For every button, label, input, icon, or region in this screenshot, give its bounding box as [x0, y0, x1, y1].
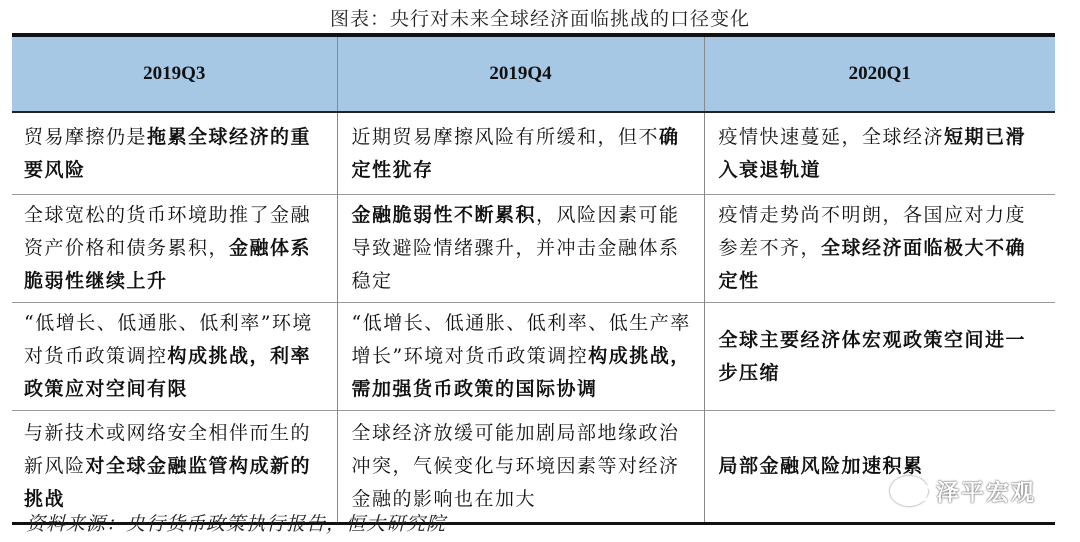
emphasis-text: 全球经济面临极大不确定性	[718, 237, 1027, 292]
table-cell-2020q1	[704, 195, 1055, 303]
column-header-2019q3: 2019Q3	[12, 35, 337, 112]
cell-text: 近期贸易摩擦风险有所缓和，但不	[351, 125, 660, 148]
emphasis-text: 局部金融风险加速积累	[718, 455, 924, 477]
table-cell-2019q3	[12, 112, 337, 195]
comparison-table	[12, 33, 1055, 525]
watermark	[890, 474, 1036, 507]
watermark-text: 泽平宏观	[936, 479, 1036, 506]
cell-text: 疫情走势尚不明朗，各国应对力度参差不齐，	[718, 204, 1027, 259]
table-row	[12, 195, 1055, 303]
column-header-2019q4: 2019Q4	[337, 35, 704, 112]
table-cell-2019q3	[12, 195, 337, 303]
source-note: 资料来源：央行货币政策执行报告，恒大研究院	[26, 513, 447, 535]
emphasis-text: 金融脆弱性不断累积	[351, 204, 537, 226]
table-row	[12, 303, 1055, 411]
cell-text: “低增长、低通胀、低利率”环境对货币政策调控	[24, 312, 313, 367]
cell-text: 疫情快速蔓延，全球经济	[718, 125, 945, 148]
cell-text: 全球宽松的货币环境助推了金融资产价格和债务累积，	[24, 204, 312, 259]
table-cell-2019q4	[337, 195, 704, 303]
cell-text: 与新技术或网络安全相伴而生的新风险	[24, 422, 312, 477]
emphasis-text: 构成挑战，需加强货币政策的国际协调	[351, 345, 691, 400]
table-cell-2020q1	[704, 303, 1055, 411]
cell-text: 贸易摩擦仍是	[24, 125, 148, 148]
cell-text: “低增长、低通胀、低利率、低生产率增长”环境对货币政策调控	[351, 312, 691, 367]
table-cell-2019q4	[337, 303, 704, 411]
table-cell-2019q3	[12, 411, 337, 524]
emphasis-text: 确定性犹存	[351, 125, 680, 181]
emphasis-text: 构成挑战，利率政策应对空间有限	[24, 345, 312, 400]
cell-text: ，风险因素可能导致避险情绪骤升，并冲击金融体系稳定	[351, 204, 680, 292]
emphasis-text: 短期已滑入衰退轨道	[718, 125, 1027, 181]
figure-title: 图表：央行对未来全球经济面临挑战的口径变化	[329, 8, 750, 30]
table-row	[12, 112, 1055, 195]
table-cell-2019q4	[337, 411, 704, 524]
column-header-2020q1: 2020Q1	[704, 35, 1055, 112]
table-cell-2020q1	[704, 112, 1055, 195]
emphasis-text: 金融体系脆弱性继续上升	[24, 237, 312, 292]
emphasis-text: 全球主要经济体宏观政策空间进一步压缩	[718, 328, 1027, 384]
table-cell-2019q3	[12, 303, 337, 411]
wechat-icon	[890, 476, 928, 506]
table-cell-2019q4	[337, 112, 704, 195]
emphasis-text: 对全球金融监管构成新的挑战	[24, 455, 312, 510]
emphasis-text: 拖累全球经济的重要风险	[24, 125, 312, 181]
cell-text: 全球经济放缓可能加剧局部地缘政治冲突，气候变化与环境因素等对经济金融的影响也在加大	[351, 422, 680, 510]
table-header-row	[12, 35, 1055, 112]
